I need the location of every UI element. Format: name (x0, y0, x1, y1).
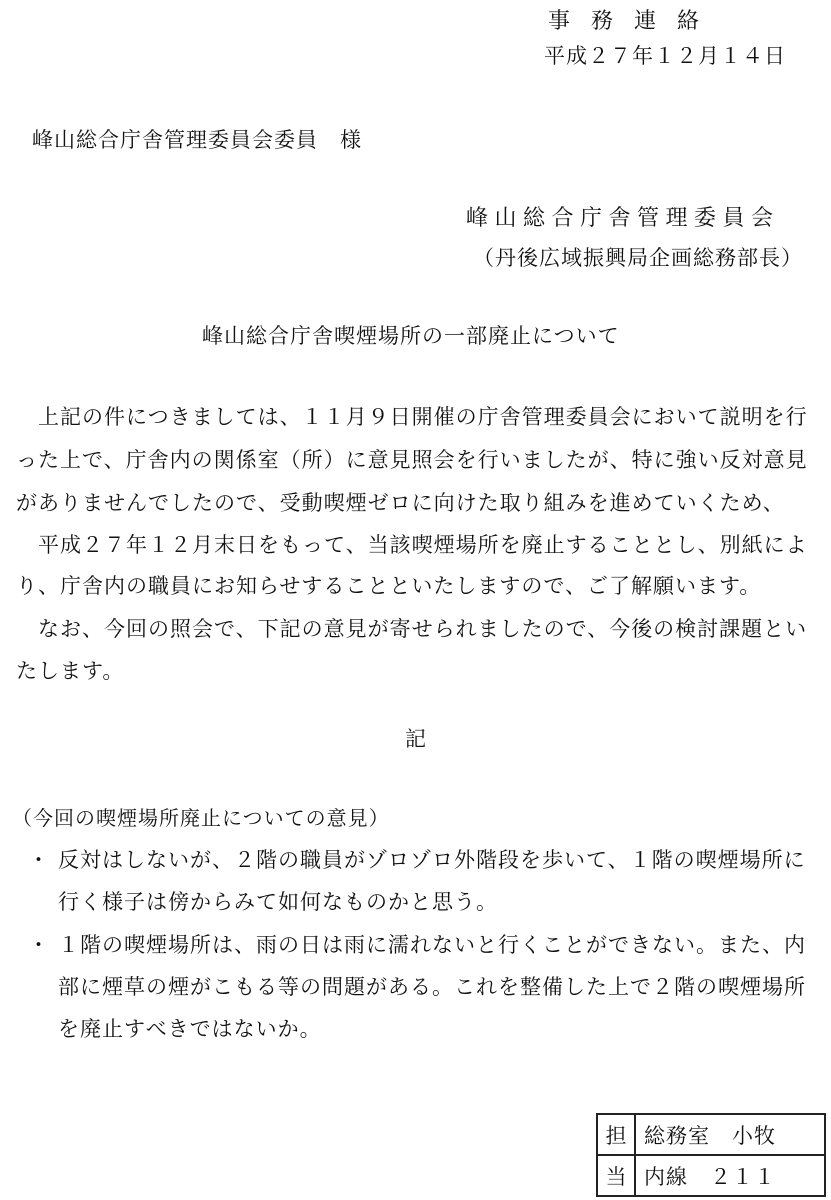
subject-title: 峰山総合庁舎喫煙場所の一部廃止について (202, 324, 620, 348)
sender-organization: 峰山総合庁舎管理委員会 (466, 206, 780, 231)
body-line: なお、今回の照会で、下記の意見が寄せられましたので、今後の検討課題とい (16, 617, 808, 641)
opinion-line: 反対はしないが、２階の職員がゾロゾロ外階段を歩いて、１階の喫煙場所に (58, 848, 806, 872)
opinions-heading: （今回の喫煙場所廃止についての意見） (12, 806, 390, 830)
opinion-line: 行く様子は傍からみて如何なものかと思う。 (58, 890, 498, 914)
body-line: った上で、庁舎内の関係室（所）に意見照会を行いましたが、特に強い反対意見 (16, 448, 808, 472)
contact-box (596, 1113, 826, 1197)
contact-label-bottom: 当 (597, 1155, 635, 1196)
body-line: がありませんでしたので、受動喫煙ゼロに向けた取り組みを進めていくため、 (16, 491, 785, 515)
contact-department: 総務室 小牧 (635, 1114, 825, 1155)
body-line: 上記の件につきましては、１１月９日開催の庁舎管理委員会において説明を行 (16, 405, 808, 429)
contact-label-top: 担 (597, 1114, 635, 1155)
bullet-mark: ・ (28, 933, 49, 957)
bullet-mark: ・ (28, 848, 49, 872)
body-line: たします。 (16, 659, 125, 683)
opinion-line: １階の喫煙場所は、雨の日は雨に濡れないと行くことができない。また、内 (58, 933, 806, 957)
sender-role: （丹後広域振興局企画総務部長） (473, 246, 803, 270)
document-type: 事務連絡 (548, 9, 721, 34)
addressee: 峰山総合庁舎管理委員会委員 様 (32, 128, 362, 152)
body-line: り、庁舎内の職員にお知らせすることといたしますので、ご了解願います。 (16, 574, 762, 598)
contact-extension: 内線 ２１１ (635, 1155, 825, 1196)
document-date: 平成２７年１２月１４日 (544, 44, 786, 68)
body-line: 平成２７年１２月末日をもって、当該喫煙場所を廃止することとし、別紙によ (16, 533, 808, 557)
opinion-line: 部に煙草の煙がこもる等の問題がある。これを整備した上で２階の喫煙場所 (58, 975, 806, 999)
opinion-line: を廃止すべきではないか。 (58, 1017, 322, 1041)
ki-heading: 記 (405, 727, 426, 751)
